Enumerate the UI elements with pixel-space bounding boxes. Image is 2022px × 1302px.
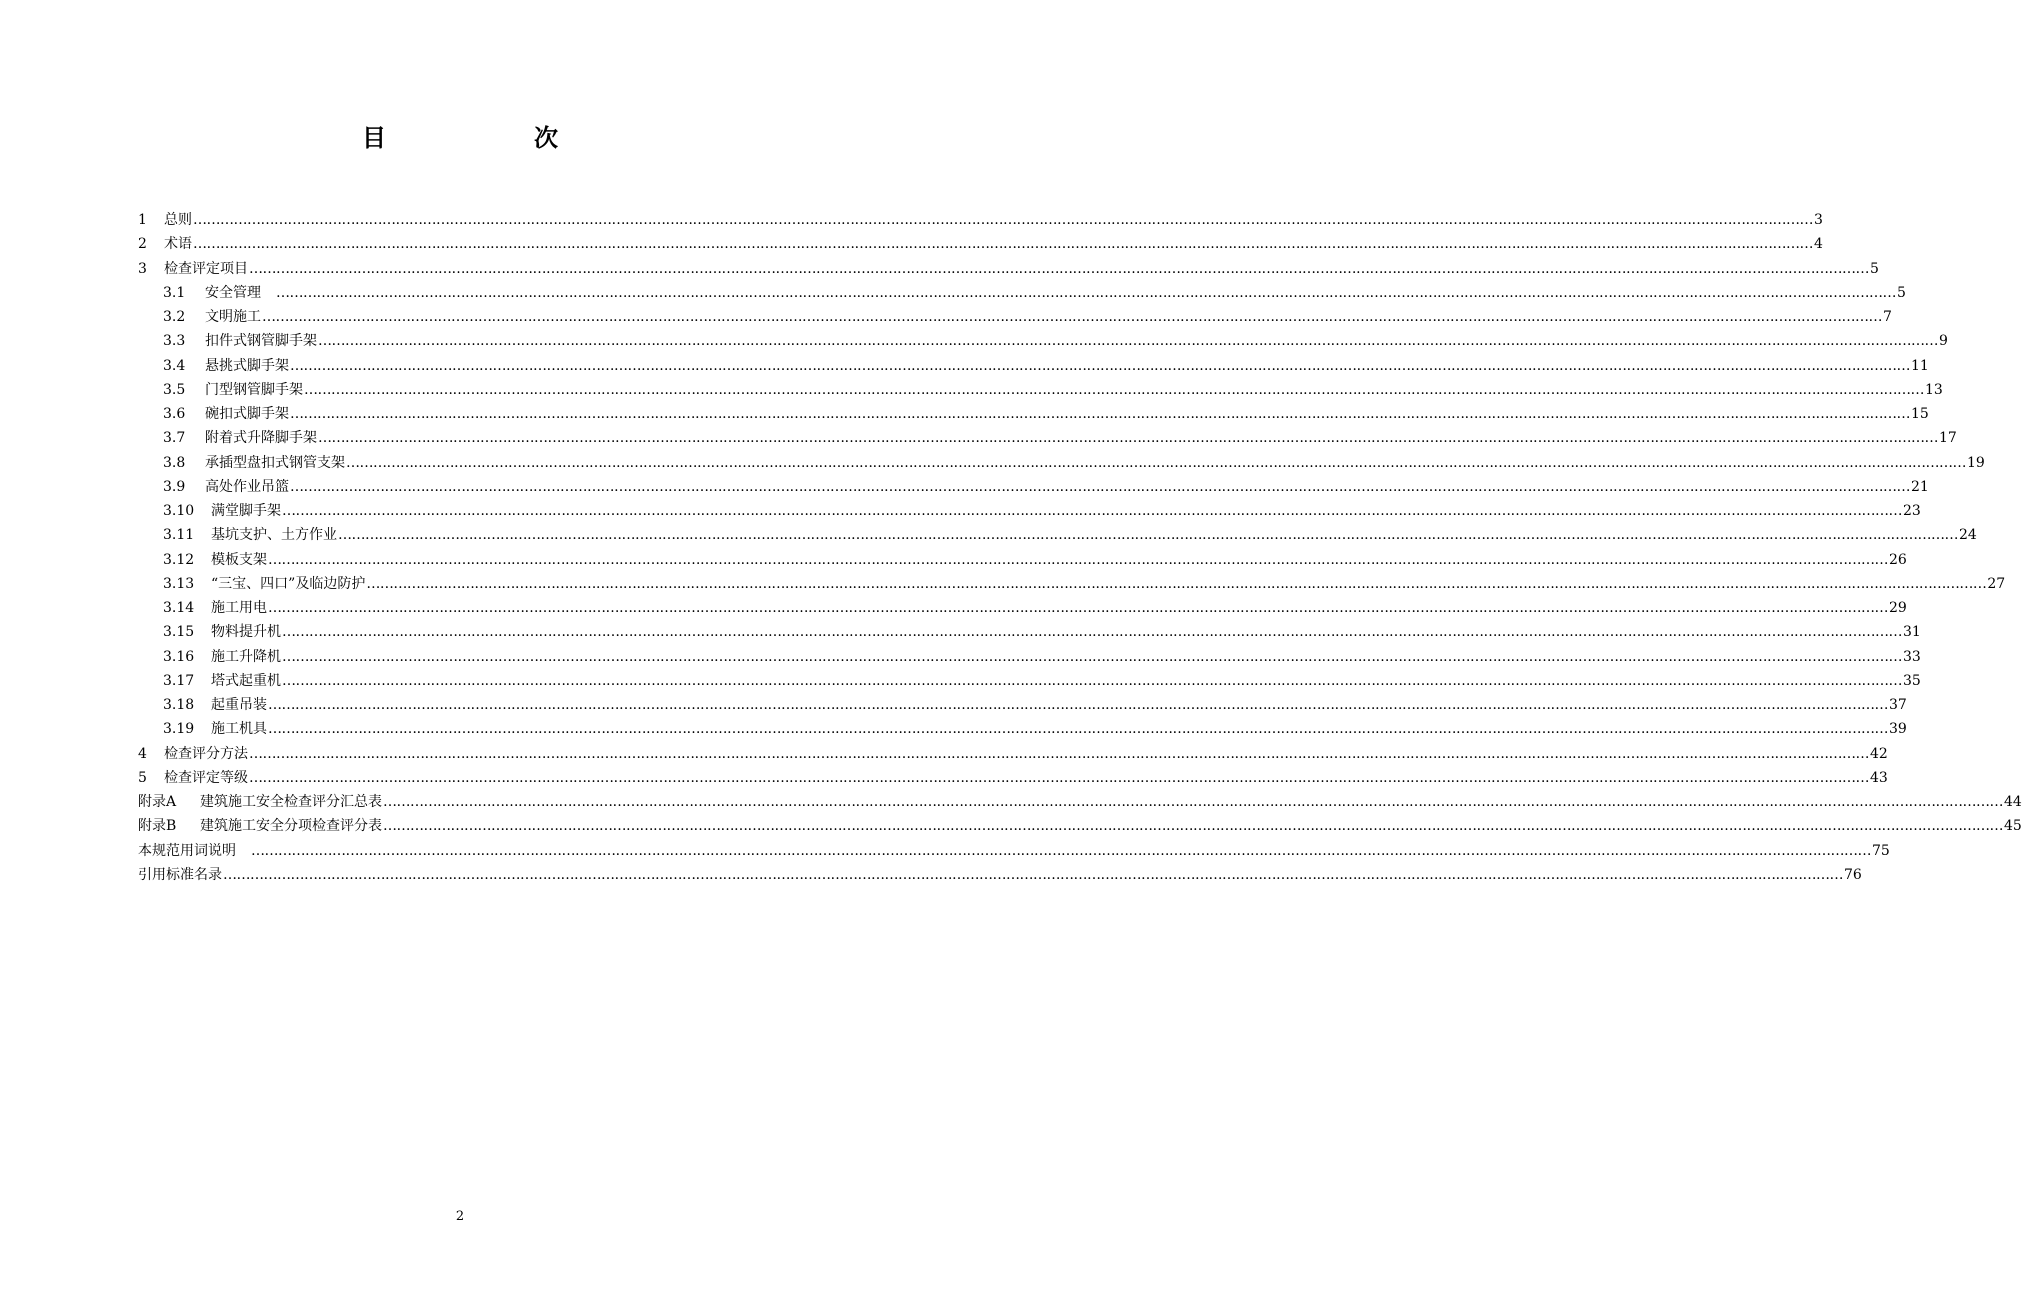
toc-entry-label: 门型钢管脚手架 <box>205 381 303 398</box>
toc-entry[interactable] <box>163 379 1943 401</box>
toc-entry-label: 碗扣式脚手架 <box>205 406 289 422</box>
toc-entry-page: 44 <box>2004 794 2022 810</box>
toc-entry[interactable] <box>138 791 2022 813</box>
toc-entry-number: 3.2 <box>163 309 186 325</box>
toc-entry-page: 75 <box>1872 842 1890 859</box>
toc-entry[interactable] <box>163 500 1921 522</box>
toc-entry[interactable] <box>163 549 1907 571</box>
toc-entry-number: 1 <box>138 212 147 228</box>
toc-leader-dots: ……………………………………………………………………………………………………………………………………………………………………………………………………………………………………………………………………………………………………………………………… <box>223 866 1843 883</box>
toc-entry-page: 43 <box>1870 769 1888 786</box>
toc-entry-page: 5 <box>1870 260 1879 277</box>
toc-entry[interactable] <box>163 597 1907 619</box>
toc-entry[interactable] <box>163 330 1948 352</box>
toc-entry-label: 承插型盘扣式钢管支架 <box>205 454 345 471</box>
toc-entry-number: 附录A <box>138 794 177 810</box>
toc-entry[interactable] <box>163 306 1892 328</box>
toc-entry-label: 塔式起重机 <box>211 672 281 689</box>
toc-entry-page: 33 <box>1903 648 1921 665</box>
toc-entry[interactable] <box>138 815 2022 837</box>
page-title: 目 次 <box>362 124 620 152</box>
toc-entry-page: 37 <box>1889 697 1907 713</box>
toc-entry-page: 7 <box>1883 309 1892 325</box>
toc-entry-page: 31 <box>1903 624 1921 641</box>
toc-entry-label: 安全管理 <box>205 284 275 301</box>
toc-entry-page: 17 <box>1939 430 1957 447</box>
toc-entry-label: 文明施工 <box>205 309 261 325</box>
toc-entry-label: 检查评定等级 <box>164 769 248 786</box>
toc-entry-number: 3 <box>138 260 147 277</box>
toc-entry[interactable] <box>163 670 1921 692</box>
toc-entry-page: 15 <box>1911 406 1929 422</box>
toc-entry[interactable] <box>138 233 1823 255</box>
toc-leader-dots: ……………………………………………………………………………………………………………………………………………………………………………………………………………………………………………………………………………………………………………………………… <box>290 406 1910 422</box>
toc-entry-page: 26 <box>1889 551 1907 568</box>
toc-entry-number: 3.10 <box>163 503 195 519</box>
toc-leader-dots: ……………………………………………………………………………………………………………………………………………………………………………………………………………………………………………………………………………………………………………………………… <box>276 284 1896 301</box>
toc-entry-number: 3.13 <box>163 575 195 592</box>
toc-entry-page: 35 <box>1903 672 1921 689</box>
toc-entry-label: 本规范用词说明 <box>138 842 250 859</box>
toc-entry-number: 3.19 <box>163 721 195 738</box>
toc-entry-page: 3 <box>1814 212 1823 228</box>
toc-entry-label: 附着式升降脚手架 <box>205 430 317 447</box>
toc-entry-label: 满堂脚手架 <box>211 503 281 519</box>
toc-entry-page: 76 <box>1844 866 1862 883</box>
toc-entry-number: 4 <box>138 745 147 762</box>
toc-leader-dots: ……………………………………………………………………………………………………………………………………………………………………………………………………………………………………………………………………………………………………………………………… <box>346 454 1966 471</box>
toc-entry-page: 19 <box>1967 454 1985 471</box>
toc-entry[interactable] <box>163 282 1906 304</box>
toc-entry[interactable] <box>163 621 1921 643</box>
toc-entry-number: 3.18 <box>163 697 195 713</box>
toc-entry-number: 3.1 <box>163 284 186 301</box>
toc-leader-dots: ……………………………………………………………………………………………………………………………………………………………………………………………………………………………………………………………………………………………………………………………… <box>318 333 1938 350</box>
toc-entry-label: 总则 <box>164 212 192 228</box>
toc-entry-number: 3.17 <box>163 672 195 689</box>
toc-entry-page: 45 <box>2004 818 2022 835</box>
toc-leader-dots: ……………………………………………………………………………………………………………………………………………………………………………………………………………………………………………………………………………………………………………………………… <box>282 672 1902 689</box>
toc-entry-label: 扣件式钢管脚手架 <box>205 333 317 350</box>
toc-entry-page: 9 <box>1939 333 1948 350</box>
toc-leader-dots: ……………………………………………………………………………………………………………………………………………………………………………………………………………………………………………………………………………………………………………………………… <box>268 600 1888 616</box>
toc-leader-dots: ……………………………………………………………………………………………………………………………………………………………………………………………………………………………………………………………………………………………………………………………… <box>268 697 1888 713</box>
toc-leader-dots: ……………………………………………………………………………………………………………………………………………………………………………………………………………………………………………………………………………………………………………………………… <box>318 430 1938 447</box>
toc-entry-label: “三宝、四口”及临边防护 <box>211 575 366 592</box>
toc-entry-page: 23 <box>1903 503 1921 519</box>
toc-entry-number: 3.7 <box>163 430 186 447</box>
toc-entry-number: 3.4 <box>163 357 186 374</box>
toc-entry-page: 11 <box>1911 357 1929 374</box>
toc-entry-label: 建筑施工安全检查评分汇总表 <box>200 794 382 810</box>
toc-entry-number: 3.6 <box>163 406 186 422</box>
toc-entry-page: 39 <box>1889 721 1907 738</box>
toc-leader-dots: ……………………………………………………………………………………………………………………………………………………………………………………………………………………………………………………………………………………………………………………………… <box>366 575 1987 592</box>
toc-entry[interactable] <box>138 767 1888 789</box>
toc-entry-label: 检查评分方法 <box>164 745 248 762</box>
toc-entry[interactable] <box>163 476 1929 498</box>
toc-leader-dots: ……………………………………………………………………………………………………………………………………………………………………………………………………………………………………………………………………………………………………………………………… <box>262 309 1882 325</box>
toc-leader-dots: ……………………………………………………………………………………………………………………………………………………………………………………………………………………………………………………………………………………………………………………………… <box>383 794 2003 810</box>
toc-entry[interactable] <box>138 864 1862 886</box>
toc-entry-number: 附录B <box>138 818 177 835</box>
toc-entry-label: 基坑支护、土方作业 <box>211 527 337 544</box>
toc-leader-dots: ……………………………………………………………………………………………………………………………………………………………………………………………………………………………………………………………………………………………………………………………… <box>249 260 1869 277</box>
toc-entry[interactable] <box>163 573 2006 595</box>
toc-leader-dots: ……………………………………………………………………………………………………………………………………………………………………………………………………………………………………………………………………………………………………………………………… <box>290 357 1910 374</box>
toc-entry-number: 3.8 <box>163 454 186 471</box>
toc-leader-dots: ……………………………………………………………………………………………………………………………………………………………………………………………………………………………………………………………………………………………………………………………… <box>338 527 1958 544</box>
toc-entry-number: 3.15 <box>163 624 195 641</box>
toc-entry-label: 检查评定项目 <box>164 260 248 277</box>
toc-entry-number: 2 <box>138 236 147 253</box>
toc-leader-dots: ……………………………………………………………………………………………………………………………………………………………………………………………………………………………………………………………………………………………………………………………… <box>193 212 1813 228</box>
toc-leader-dots: ……………………………………………………………………………………………………………………………………………………………………………………………………………………………………………………………………………………………………………………………… <box>268 721 1888 738</box>
toc-entry[interactable] <box>163 403 1929 425</box>
toc-leader-dots: ……………………………………………………………………………………………………………………………………………………………………………………………………………………………………………………………………………………………………………………………… <box>383 818 2003 835</box>
toc-leader-dots: ……………………………………………………………………………………………………………………………………………………………………………………………………………………………………………………………………………………………………………………………… <box>304 381 1924 398</box>
toc-entry-number: 3.9 <box>163 478 186 495</box>
toc-entry[interactable] <box>138 743 1888 765</box>
page-number: 2 <box>455 1209 465 1224</box>
toc-leader-dots: ……………………………………………………………………………………………………………………………………………………………………………………………………………………………………………………………………………………………………………………………… <box>249 769 1869 786</box>
toc-entry[interactable] <box>163 524 1977 546</box>
toc-leader-dots: ……………………………………………………………………………………………………………………………………………………………………………………………………………………………………………………………………………………………………………………………… <box>251 842 1871 859</box>
toc-entry[interactable] <box>163 718 1907 740</box>
toc-leader-dots: ……………………………………………………………………………………………………………………………………………………………………………………………………………………………………………………………………………………………………………………………… <box>282 624 1902 641</box>
toc-entry-label: 物料提升机 <box>211 624 281 641</box>
toc-entry-page: 42 <box>1870 745 1888 762</box>
toc-entry-number: 3.16 <box>163 648 195 665</box>
toc-leader-dots: ……………………………………………………………………………………………………………………………………………………………………………………………………………………………………………………………………………………………………………………………… <box>249 745 1869 762</box>
toc-entry-label: 术语 <box>164 236 192 253</box>
toc-entry-label: 模板支架 <box>211 551 267 568</box>
toc-entry-label: 高处作业吊篮 <box>205 478 289 495</box>
toc-entry-label: 建筑施工安全分项检查评分表 <box>200 818 382 835</box>
toc-entry-label: 起重吊装 <box>211 697 267 713</box>
toc-entry[interactable] <box>138 209 1823 231</box>
toc-leader-dots: ……………………………………………………………………………………………………………………………………………………………………………………………………………………………………………………………………………………………………………………………… <box>282 648 1902 665</box>
toc-entry[interactable] <box>163 427 1957 449</box>
toc-entry-number: 3.14 <box>163 600 195 616</box>
toc-entry-label: 引用标准名录 <box>138 866 222 883</box>
toc-entry-number: 3.11 <box>163 527 195 544</box>
toc-entry-number: 3.5 <box>163 381 186 398</box>
toc-entry-page: 27 <box>1987 575 2006 592</box>
toc-entry-page: 5 <box>1897 284 1906 301</box>
toc-entry-page: 24 <box>1959 527 1977 544</box>
toc-leader-dots: ……………………………………………………………………………………………………………………………………………………………………………………………………………………………………………………………………………………………………………………………… <box>268 551 1888 568</box>
toc-entry-label: 施工用电 <box>211 600 267 616</box>
toc-entry-page: 13 <box>1925 381 1943 398</box>
toc-entry-label: 施工机具 <box>211 721 267 738</box>
toc-entry[interactable] <box>138 258 1879 280</box>
toc-entry[interactable] <box>163 355 1929 377</box>
toc-entry[interactable] <box>163 452 1985 474</box>
toc-entry[interactable] <box>163 694 1907 716</box>
toc-entry-label: 施工升降机 <box>211 648 281 665</box>
toc-entry-page: 21 <box>1911 478 1929 495</box>
toc-leader-dots: ……………………………………………………………………………………………………………………………………………………………………………………………………………………………………………………………………………………………………………………………… <box>193 236 1813 253</box>
toc-entry-page: 29 <box>1889 600 1907 616</box>
toc-entry[interactable] <box>163 646 1921 668</box>
toc-leader-dots: ……………………………………………………………………………………………………………………………………………………………………………………………………………………………………………………………………………………………………………………………… <box>282 503 1902 519</box>
toc-entry-page: 4 <box>1814 236 1823 253</box>
toc-entry-number: 3.3 <box>163 333 186 350</box>
toc-entry-number: 5 <box>138 769 147 786</box>
toc-entry-label: 悬挑式脚手架 <box>205 357 289 374</box>
toc-entry[interactable] <box>138 840 1890 862</box>
toc-leader-dots: ……………………………………………………………………………………………………………………………………………………………………………………………………………………………………………………………………………………………………………………………… <box>290 478 1910 495</box>
toc-entry-number: 3.12 <box>163 551 195 568</box>
